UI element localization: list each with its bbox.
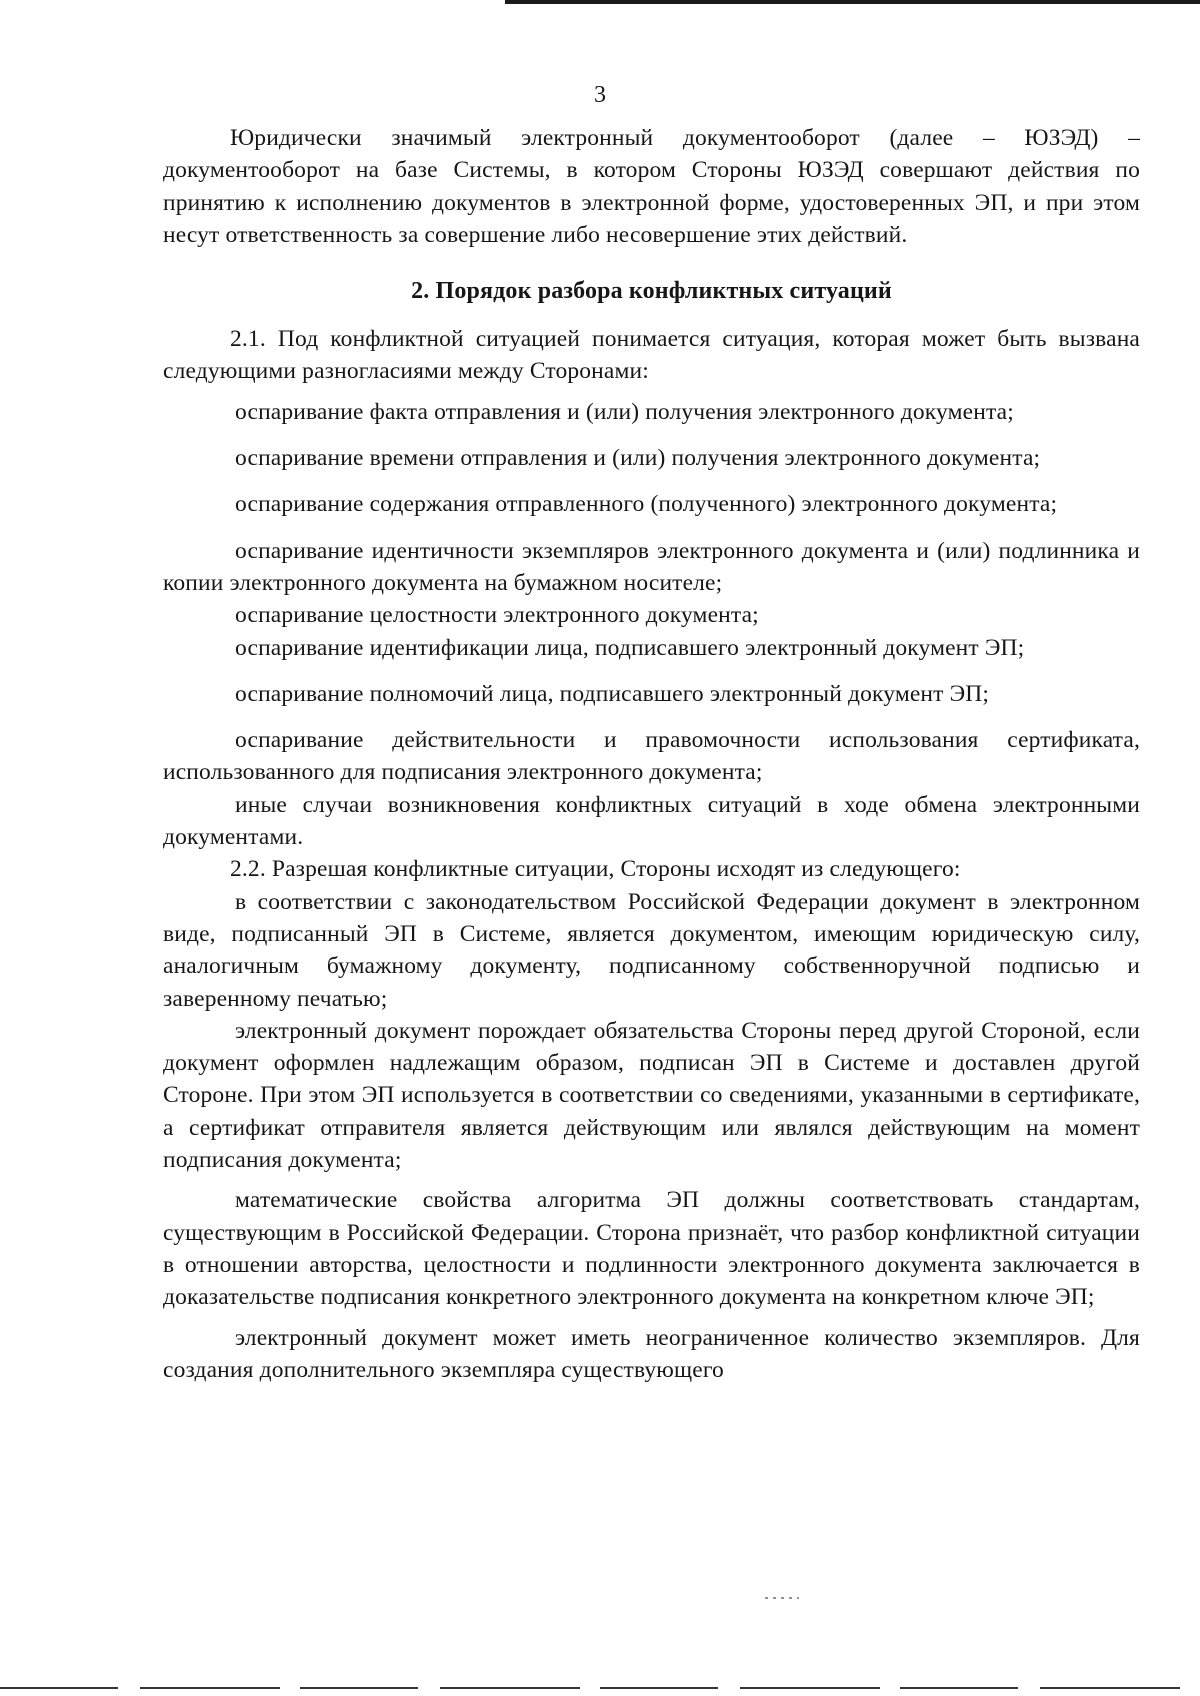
dispute-item: иные случаи возникновения конфликтных ситуаций в ходе обмена электронными документами. bbox=[163, 791, 1140, 851]
principle-item: в соответствии с законодательством Российской Федерации документ в электронном виде, подписанный ЭП в Системе, является документом, имеющим юридическую силу, аналогичным бумажному документу, подписанному собственноручной подписью и заверенному печатью; bbox=[163, 888, 1140, 1012]
principle-item: электронный документ порождает обязательства Стороны перед другой Стороной, если документ оформлен надлежащим образом, подписан ЭП в Системе и доставлен другой Стороне. При этом ЭП используется в соответствии со сведениями, указанными в сертификате, а сертификат отправителя является действующим или являлся действующим на момент подписания документа; bbox=[163, 1017, 1140, 1174]
dispute-item: оспаривание времени отправления и (или) получения электронного документа; bbox=[235, 445, 1041, 472]
page-number: 3 bbox=[594, 82, 606, 108]
dispute-item: оспаривание идентичности экземпляров электронного документа и (или) подлинника и копии электронного документа на бумажном носителе; bbox=[163, 537, 1140, 596]
clause-2-2: 2.2. Разрешая конфликтные ситуации, Стороны исходят из следующего: bbox=[230, 856, 961, 883]
dispute-item: оспаривание факта отправления и (или) получения электронного документа; bbox=[235, 398, 1014, 425]
dispute-item: оспаривание действительности и правомочности использования сертификата, использованного для подписания электронного документа; bbox=[163, 727, 1140, 786]
principle-item: математические свойства алгоритма ЭП должны соответствовать стандартам, существующим в Российской Федерации. Сторона признаёт, что разбор конфликтной ситуации в отношении авторства, целостности и подлинности электронного документа заключается в доказательстве подписания конкретного электронного документа на конкретном ключе ЭП; bbox=[163, 1187, 1140, 1311]
dispute-item: оспаривание содержания отправленного (полученного) электронного документа; bbox=[235, 491, 1058, 518]
dispute-item: оспаривание целостности электронного документа; bbox=[235, 602, 759, 629]
scan-bottom-edge bbox=[0, 1687, 1200, 1689]
document-body bbox=[163, 122, 1140, 1386]
scan-mark bbox=[765, 1597, 799, 1599]
clause-2-1: 2.1. Под конфликтной ситуацией понимается ситуация, которая может быть вызвана следующими разногласиями между Сторонами: bbox=[163, 326, 1140, 385]
section-heading: 2. Порядок разбора конфликтных ситуаций bbox=[411, 278, 892, 305]
intro-paragraph: Юридически значимый электронный документооборот (далее – ЮЗЭД) – документооборот на базе Системы, в котором Стороны ЮЗЭД совершают действия по принятию к исполнению документов в электронной форме, удостоверенных ЭП, и при этом несут ответственность за совершение либо несовершение этих действий. bbox=[163, 125, 1140, 248]
dispute-item: оспаривание идентификации лица, подписавшего электронный документ ЭП; bbox=[235, 634, 1025, 661]
dispute-item: оспаривание полномочий лица, подписавшего электронный документ ЭП; bbox=[235, 680, 990, 707]
principle-item: электронный документ может иметь неограниченное количество экземпляров. Для создания дополнительного экземпляра существующего bbox=[163, 1324, 1140, 1383]
scan-top-edge bbox=[505, 0, 1200, 4]
